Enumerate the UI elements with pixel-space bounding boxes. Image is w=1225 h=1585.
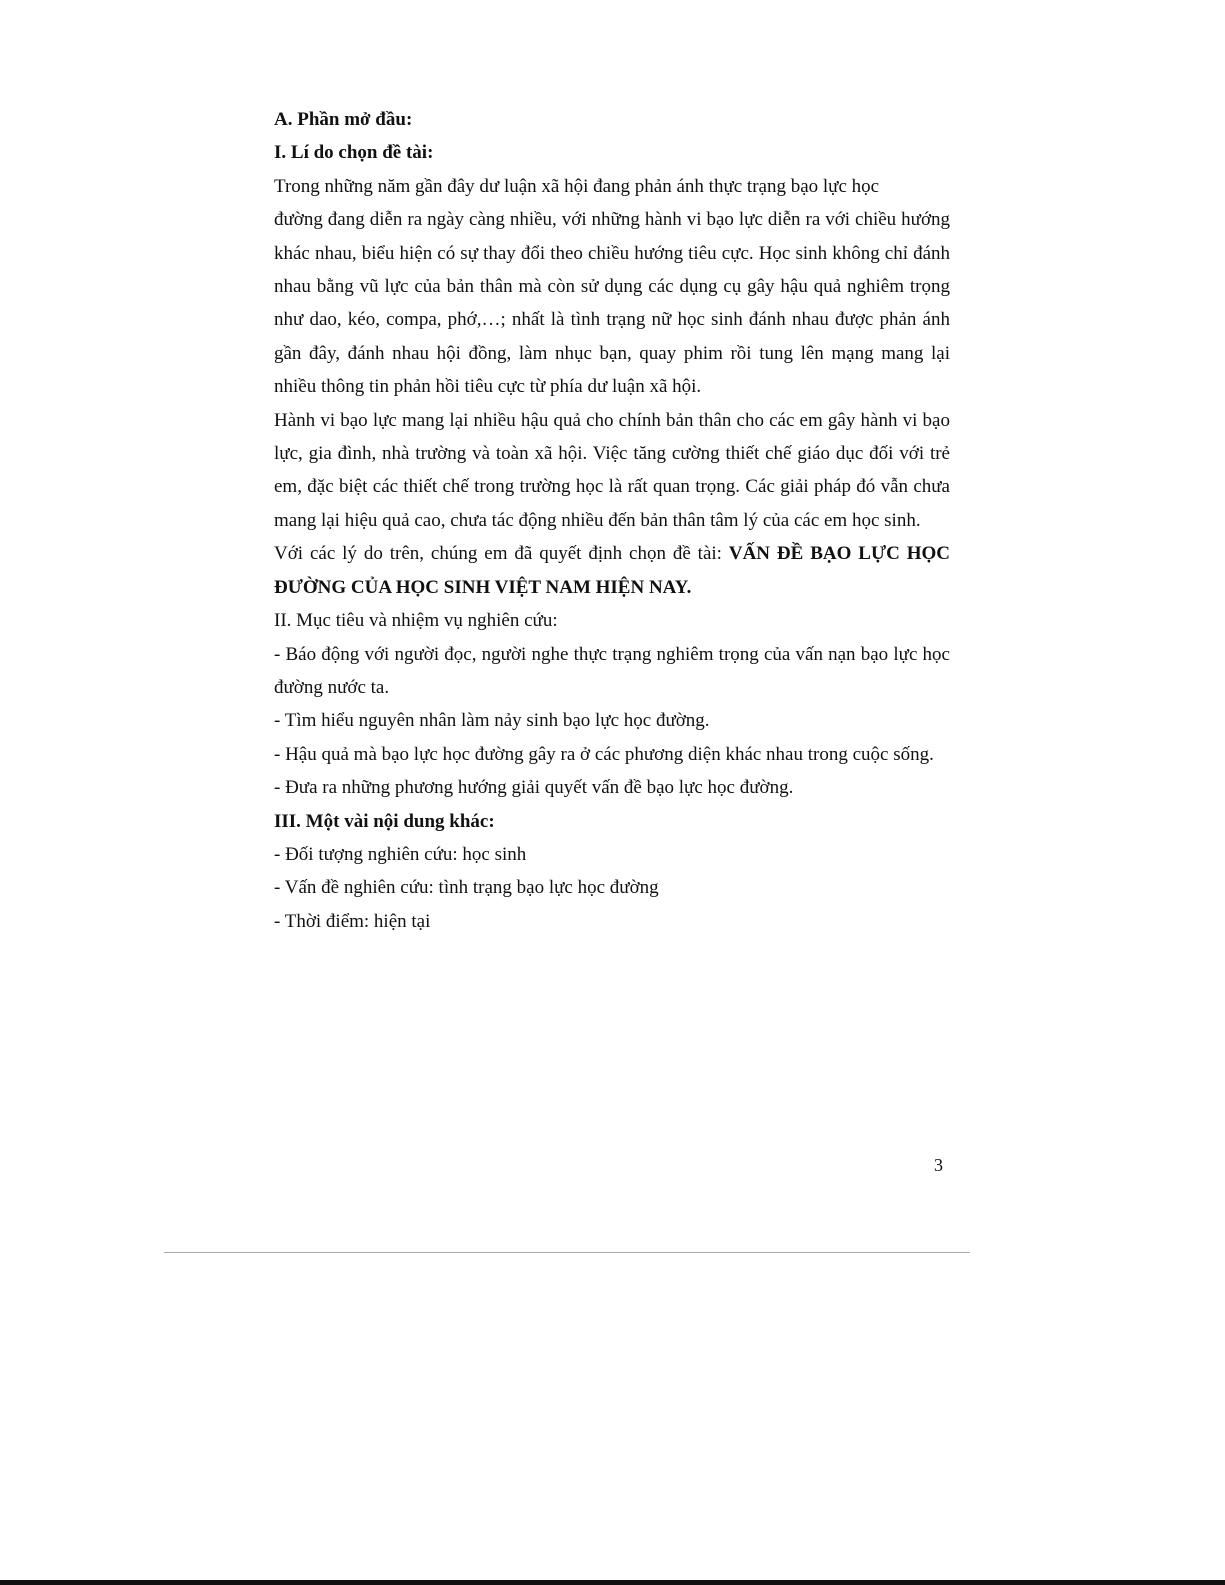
page-content: [274, 103, 950, 938]
objective-item: - Tìm hiểu nguyên nhân làm nảy sinh bạo lực học đường.: [274, 710, 710, 732]
objective-item: - Hậu quả mà bạo lực học đường gây ra ở các phương diện khác nhau trong cuộc sống.: [274, 743, 934, 765]
section-i-paragraph-3: [274, 537, 950, 604]
section-a-heading: A. Phần mở đầu:: [274, 109, 413, 130]
section-ii-heading: II. Mục tiêu và nhiệm vụ nghiên cứu:: [274, 610, 558, 632]
section-i-paragraph-2: Hành vi bạo lực mang lại nhiều hậu quả cho chính bản thân cho các em gây hành vi bạo lực, gia đình, nhà trường và toàn xã hội. Việc tăng cường thiết chế giáo dục đối với trẻ em, đặc biệt các thiết chế trong trường học là rất quan trọng. Các giải pháp đó vẫn chưa mang lại hiệu quả cao, chưa tác động nhiều đến bản thân tâm lý của các em học sinh.: [274, 409, 950, 531]
page-number: 3: [934, 1155, 943, 1175]
page-break-divider: [164, 1252, 970, 1253]
section-i-paragraph-1: đường đang diễn ra ngày càng nhiều, với những hành vi bạo lực diễn ra với chiều hướng khác nhau, biểu hiện có sự thay đổi theo chiều hướng tiêu cực. Học sinh không chỉ đánh nhau bằng vũ lực của bản thân mà còn sử dụng các dụng cụ gây hậu quả nghiêm trọng như dao, kéo, compa, phớ,…; nhất là tình trạng nữ học sinh đánh nhau được phản ánh gần đây, đánh nhau hội đồng, làm nhục bạn, quay phim rồi tung lên mạng mang lại nhiều thông tin phản hồi tiêu cực từ phía dư luận xã hội.: [274, 209, 950, 398]
section-iii-heading: III. Một vài nội dung khác:: [274, 810, 495, 832]
section-i-paragraph-1-first-line: Trong những năm gần đây dư luận xã hội đang phản ánh thực trạng bạo lực học: [274, 175, 880, 197]
other-content-item: - Đối tượng nghiên cứu: học sinh: [274, 843, 527, 865]
research-topic-title: VẤN ĐỀ BẠO LỰC HỌC ĐƯỜNG CỦA HỌC SINH VIỆT NAM HIỆN NAY.: [274, 543, 950, 598]
paragraph-3-lead-text: Với các lý do trên, chúng em đã quyết định chọn đề tài:: [274, 543, 729, 565]
section-i-heading: I. Lí do chọn đề tài:: [274, 142, 434, 164]
bottom-edge-bar: [0, 1580, 1225, 1585]
objective-item: - Đưa ra những phương hướng giải quyết vấn đề bạo lực học đường.: [274, 777, 794, 799]
other-content-item: - Vấn đề nghiên cứu: tình trạng bạo lực học đường: [274, 877, 659, 899]
other-content-item: - Thời điểm: hiện tại: [274, 910, 431, 932]
objective-item: - Báo động với người đọc, người nghe thực trạng nghiêm trọng của vấn nạn bạo lực học đường nước ta.: [274, 643, 950, 698]
